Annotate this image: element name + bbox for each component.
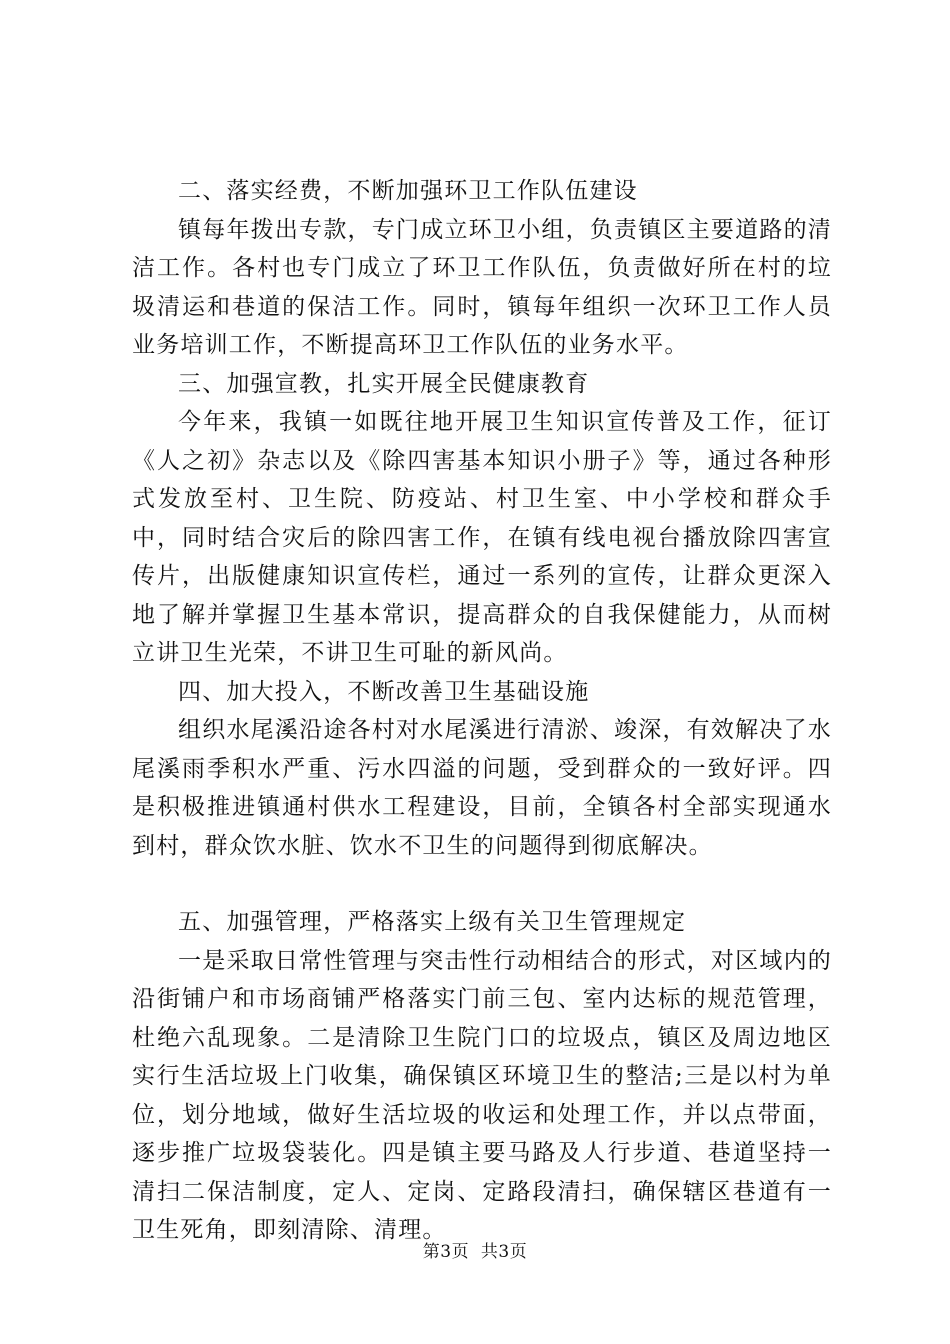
section-paragraph-3: 今年来，我镇一如既往地开展卫生知识宣传普及工作，征订《人之初》杂志以及《除四害基本知识小册子》等，通过各种形式发放至村、卫生院、防疫站、村卫生室、中小学校和群众手中，同时结合灾后的除四害工作，在镇有线电视台播放除四害宣传片，出版健康知识宣传栏，通过一系列的宣传，让群众更深入地了解并掌握卫生基本常识，提高群众的自我保健能力，从而树立讲卫生光荣，不讲卫生可耻的新风尚。: [132, 409, 832, 666]
section-paragraph-4: 组织水尾溪沿途各村对水尾溪进行清淤、竣深，有效解决了水尾溪雨季积水严重、污水四溢的问题，受到群众的一致好评。四是积极推进镇通村供水工程建设，目前，全镇各村全部实现通水到村，群众饮水脏、饮水不卫生的问题得到彻底解决。: [132, 717, 832, 859]
section-heading-2: 二、落实经费，不断加强环卫工作队伍建设: [178, 178, 638, 204]
footer-spacer: [469, 1242, 481, 1262]
section-heading-5: 五、加强管理，严格落实上级有关卫生管理规定: [178, 909, 687, 935]
section-paragraph-5: 一是采取日常性管理与突击性行动相结合的形式，对区域内的沿街铺户和市场商铺严格落实门前三包、室内达标的规范管理，杜绝六乱现象。二是清除卫生院门口的垃圾点，镇区及周边地区实行生活垃圾上门收集，确保镇区环境卫生的整洁;三是以村为单位，划分地域，做好生活垃圾的收运和处理工作，并以点带面，逐步推广垃圾袋装化。四是镇主要马路及人行步道、巷道坚持一清扫二保洁制度，定人、定岗、定路段清扫，确保辖区巷道有一卫生死角，即刻清除、清理。: [132, 947, 832, 1243]
section-paragraph-2: 镇每年拨出专款，专门成立环卫小组，负责镇区主要道路的清洁工作。各村也专门成立了环卫工作队伍，负责做好所在村的垃圾清运和巷道的保洁工作。同时，镇每年组织一次环卫工作人员业务培训工作，不断提高环卫工作队伍的业务水平。: [132, 216, 832, 358]
section-heading-3: 三、加强宣教，扎实开展全民健康教育: [178, 370, 590, 397]
section-heading-4: 四、加大投入，不断改善卫生基础设施: [178, 678, 590, 705]
document-body: [132, 172, 832, 1250]
page-number: 第3页: [422, 1242, 470, 1262]
page-total: 共3页: [480, 1242, 528, 1262]
page-footer: [0, 1241, 950, 1263]
